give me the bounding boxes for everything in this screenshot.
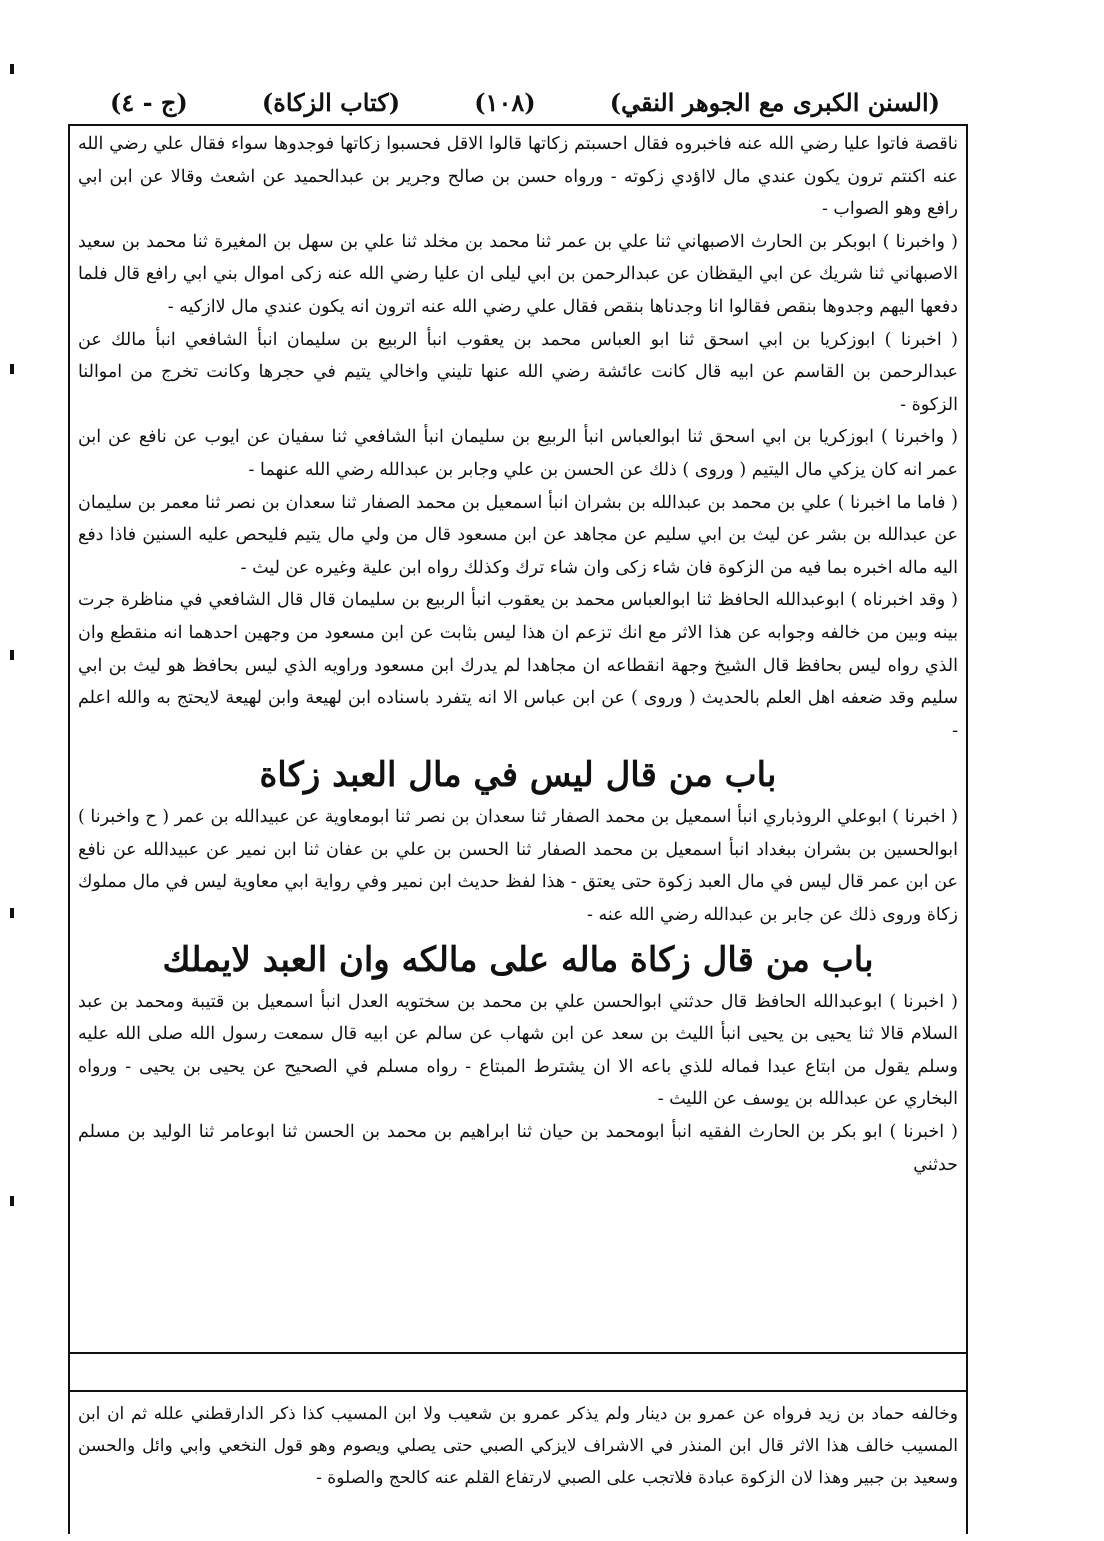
frame-top-rule: [68, 124, 968, 126]
chapter-heading: باب من قال ليس في مال العبد زكاة: [259, 755, 777, 796]
running-header: [110, 84, 940, 120]
frame-right-rule: [966, 124, 968, 1534]
paragraph: ( اخبرنا ) ابوزكريا بن ابي اسحق ثنا ابو العباس محمد بن يعقوب انبأ الربيع بن سليمان انبأ الشافعي انبأ مالك عن عبدالرحمن بن القاسم عن ابيه قال كانت عائشة رضي الله عنها تليني واخالي يتيم في حجرها وكانت تخرج من اموالنا الزكوة -: [78, 329, 958, 415]
paragraph: ناقصة فاتوا عليا رضي الله عنه فاخبروه فقال احسبتم زكاتها قالوا الاقل فحسبوا زكاتها فوجدوها سواء فقال علي رضي الله عنه اكنتم ترون يكون عندي مال لااؤدي زكوته - ورواه حسن بن صالح وجرير بن عبدالحميد عن اشعث وقالا عن ابن ابي رافع وهو الصواب -: [78, 134, 958, 220]
paragraph: ( اخبرنا ) ابوعبدالله الحافظ قال حدثني ابوالحسن علي بن محمد بن سختويه العدل انبأ اسمعيل بن قتيبة ومحمد بن عبد السلام قالا ثنا يحيى بن يحيى انبأ الليث بن سعد عن ابن شهاب عن سالم عن ابيه قال سمعت رسول الله صلى الله عليه وسلم يقول من ابتاع عبدا فماله للذي باعه الا ان يشترط المبتاع - رواه مسلم في الصحيح عن يحيى بن يحيى - ورواه البخاري عن عبدالله بن يوسف عن الليث -: [78, 991, 958, 1110]
paragraph: ( اخبرنا ) ابوعلي الروذباري انبأ اسمعيل بن محمد الصفار ثنا سعدان بن نصر ثنا ابومعاوية عن عبيدالله بن عمر ( ح واخبرنا ) ابوالحسين بن بشران ببغداد انبأ اسمعيل بن محمد الصفار ثنا الحسن بن علي بن عفان ثنا ابن نمير عن عبيدالله عن نافع عن ابن عمر قال ليس في مال العبد زكوة حتى يعتق - هذا لفظ حديث ابن نمير وفي رواية ابي معاوية ليس في مال مملوك زكاة وروى ذلك عن جابر بن عبدالله رضي الله عنه -: [78, 807, 958, 926]
paragraph: ( وقد اخبرناه ) ابوعبدالله الحافظ ثنا ابوالعباس محمد بن يعقوب انبأ الربيع بن سليمان قال قال الشافعي في مناظرة جرت بينه وبين من خالفه وجوابه عن هذا الاثر مع انك تزعم ان هذا ليس بثابت عن ابن مسعود من وجهين احدهما انه منقطع وان الذي رواه ليس بحافظ قال الشيخ وجهة انقطاعه ان مجاهدا لم يدرك ابن مسعود وراويه الذي ليس بحافظ هو ليث بن ابي سليم وقد ضعفه اهل العلم بالحديث ( وروى ) عن ابن عباس الا انه يتفرد باسناده ابن لهيعة وابن لهيعة لايحتج به والله اعلم -: [78, 590, 958, 741]
main-text: [78, 128, 958, 1346]
margin-mark: [10, 364, 14, 374]
volume-label: (ج - ٤): [110, 87, 188, 117]
frame-left-rule: [68, 124, 70, 1534]
margin-mark: [10, 650, 14, 660]
paragraph: ( واخبرنا ) ابوزكريا بن ابي اسحق ثنا ابوالعباس انبأ الربيع بن سليمان انبأ الشافعي ثنا سفيان عن ايوب عن نافع عن ابن عمر انه كان يزكي مال اليتيم ( وروى ) ذلك عن الحسن بن علي وجابر بن عبدالله رضي الله عنهما -: [78, 427, 958, 480]
margin-mark: [10, 908, 14, 918]
margin-mark: [10, 1196, 14, 1206]
footnote-area: [78, 1398, 958, 1528]
paragraph: ( اخبرنا ) ابو بكر بن الحارث الفقيه انبأ ابومحمد بن حيان ثنا ابراهيم بن محمد بن الحسن ثنا ابوعامر ثنا الوليد بن مسلم حدثني: [78, 1122, 958, 1175]
footnote-text: وخالفه حماد بن زيد فرواه عن عمرو بن دينار ولم يذكر عمرو بن شعيب ولا ابن المسيب كذا ذكر الدارقطني علله ثم ان ابن المسيب خالف هذا الاثر قال ابن المنذر في الاشراف لايزكي الصبي حتى يصلي ويصوم وهو قول النخعي وابي وائل والحسن وسعيد بن جبير وهذا لان الزكوة عبادة فلاتجب على الصبي لارتفاع القلم عنه كالحج والصلوة -: [78, 1404, 958, 1488]
chapter-heading: باب من قال زكاة ماله على مالكه وان العبد لايملك: [162, 939, 874, 980]
margin-mark: [10, 64, 14, 74]
paragraph: ( فاما ما اخبرنا ) علي بن محمد بن عبدالله بن بشران انبأ اسمعيل بن محمد الصفار ثنا سعدان بن نصر ثنا معمر بن سليمان عن عبدالله بن بشر عن ليث بن ابي سليم عن مجاهد عن ابن مسعود قال من ولي مال يتيم فليحص عليه السنين فاذا دفع اليه ماله اخبره بما فيه من الزكوة فان شاء زكى وان شاء ترك وكذلك رواه ابن علية وغيره عن ليث -: [78, 492, 958, 578]
paragraph: ( واخبرنا ) ابوبكر بن الحارث الاصبهاني ثنا علي بن عمر ثنا محمد بن مخلد ثنا علي بن سهل بن المغيرة ثنا محمد بن سعيد الاصبهاني ثنا شريك عن ابي اليقظان عن عبدالرحمن بن ابي ليلى ان عليا رضي الله عنه زكى اموال بني ابي رافع قال فلما دفعها اليهم وجدوها بنقص فقالوا انا وجدناها بنقص فقال علي رضي الله عنه اترون انه يكون عندي مال لاازكيه -: [78, 231, 958, 317]
footnote-separator: [70, 1390, 966, 1392]
section-title: (كتاب الزكاة): [261, 87, 401, 117]
book-title: (السنن الكبرى مع الجوهر النقي): [609, 87, 940, 117]
page-number: (١٠٨): [474, 87, 536, 117]
footnote-separator: [70, 1352, 966, 1354]
